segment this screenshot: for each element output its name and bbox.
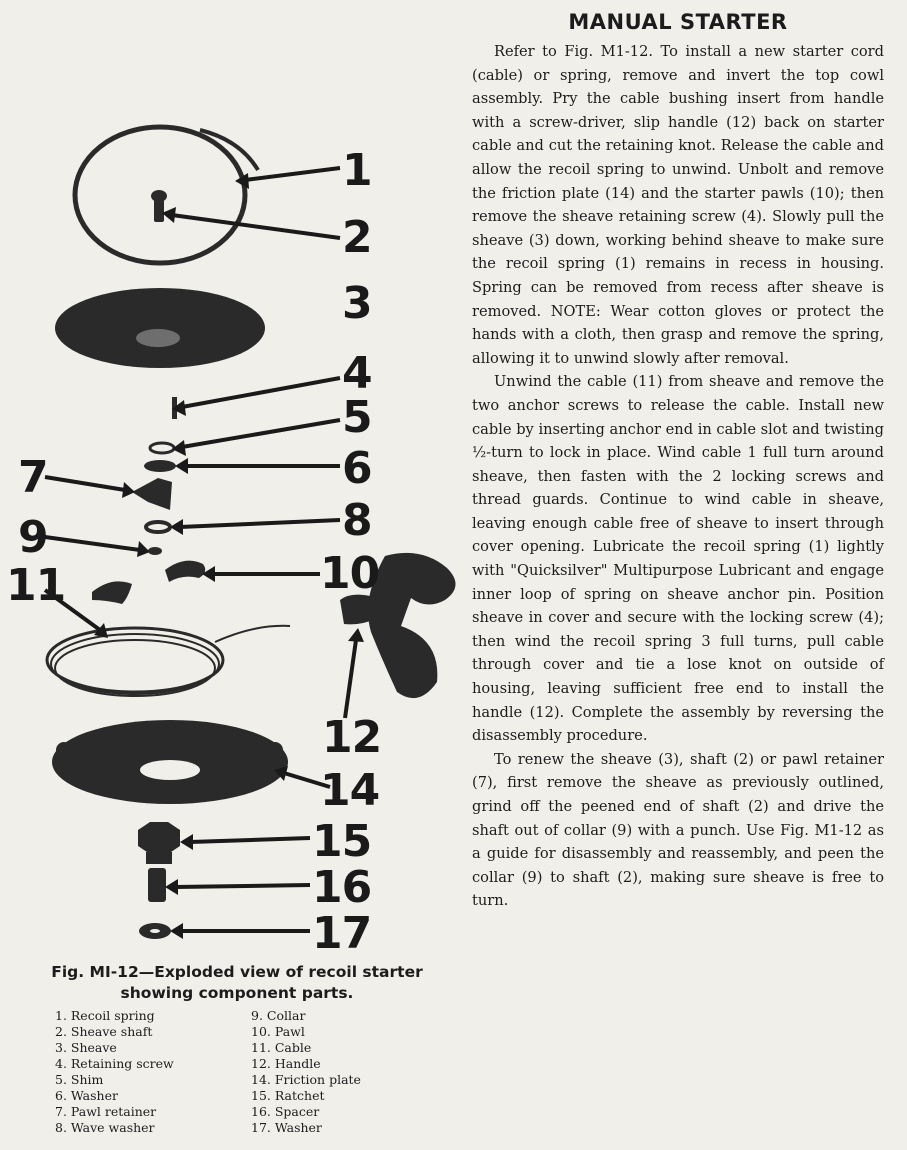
callout-8: 8 — [342, 495, 372, 546]
figure-caption-line2: showing component parts. — [120, 984, 354, 1002]
callout-12: 12 — [322, 712, 382, 763]
washer-17-drawing — [139, 923, 171, 939]
parts-legend — [55, 1008, 455, 1136]
callout-2: 2 — [342, 212, 372, 263]
collar-drawing — [148, 547, 162, 555]
exploded-view-figure — [0, 0, 460, 960]
paragraph-cable-install: Unwind the cable (11) from sheave and remove the two anchor screws to release the cable. Install new cable by inserting anchor end in cable slot and twisting ½-turn to lock in place. Wind cable 1 full turn around sheave, then fasten with the 2 locking screws and thread guards. Continue to wind cable in sheave, leaving enough cable free of sheave to insert through cover opening. Lubricate the recoil spring (1) lightly with "Quicksilver" Multipurpose Lubricant and engage inner loop of spring on sheave anchor pin. Position sheave in cover and secure with the locking screw (4); then wind the recoil spring 3 full turns, pull cable through cover and tie a lose knot on outside of housing, leaving sufficient free end to install the handle (12). Complete the assembly by reversing the disassembly procedure. — [472, 373, 884, 745]
callout-17: 17 — [312, 908, 372, 959]
pawls-drawing — [92, 561, 205, 604]
callout-7: 7 — [18, 452, 48, 503]
legend-item: 17. Washer — [251, 1120, 322, 1135]
legend-item: 7. Pawl retainer — [55, 1104, 157, 1119]
callout-3: 3 — [342, 278, 372, 329]
legend-item: 10. Pawl — [251, 1024, 305, 1039]
sheave-shaft-drawing — [151, 190, 167, 222]
section-heading: MANUAL STARTER — [568, 10, 788, 34]
legend-item: 6. Washer — [55, 1088, 118, 1103]
callout-4: 4 — [342, 348, 372, 399]
legend-item: 3. Sheave — [55, 1040, 117, 1055]
paragraph-removal: Refer to Fig. M1-12. To install a new starter cord (cable) or spring, remove and invert the top cowl assembly. Pry the cable bushing insert from handle with a screw-driver, slip handle (12) back on starter cable and cut the retaining knot. Release the cable and allow the recoil spring to unwind. Unbolt and remove the friction plate (14) and the starter pawls (10); then remove the sheave retaining screw (4). Slowly pull the sheave (3) down, working behind sheave to make sure the recoil spring (1) remains in recess in housing. Spring can be removed from recess after sheave is removed. NOTE: Wear cotton gloves or protect the hands with a cloth, then grasp and remove the spring, allowing it to unwind slowly after removal. — [472, 43, 884, 367]
ratchet-drawing — [138, 822, 180, 864]
cable-coil-drawing — [47, 626, 290, 696]
paragraph-sheave-renewal: To renew the sheave (3), shaft (2) or pawl retainer (7), first remove the sheave as previously outlined, grind off the peened end of shaft (2) and drive the shaft out of collar (9) with a punch. Use Fig. M1-12 as a guide for disassembly and reassembly, and peen the collar (9) to shaft (2), making sure sheave is free to turn. — [472, 750, 884, 910]
callout-16: 16 — [312, 862, 372, 913]
parts-legend-left — [55, 1008, 245, 1136]
callout-10: 10 — [320, 548, 380, 599]
parts-legend-right — [251, 1008, 441, 1136]
legend-item: 11. Cable — [251, 1040, 312, 1055]
pawl-retainer-drawing — [132, 478, 172, 510]
callout-6: 6 — [342, 443, 372, 494]
legend-item: 15. Ratchet — [251, 1088, 325, 1103]
spacer-drawing — [148, 868, 166, 902]
exploded-view-drawing — [0, 0, 460, 960]
figure-caption-line1: Fig. MI-12—Exploded view of recoil starter — [51, 963, 423, 981]
shim-drawing — [150, 443, 174, 453]
legend-item: 1. Recoil spring — [55, 1008, 155, 1023]
legend-item: 5. Shim — [55, 1072, 104, 1087]
legend-item: 16. Spacer — [251, 1104, 320, 1119]
legend-item: 14. Friction plate — [251, 1072, 361, 1087]
legend-item: 9. Collar — [251, 1008, 306, 1023]
callout-14: 14 — [320, 765, 380, 816]
washer-6-drawing — [144, 460, 176, 472]
callout-11: 11 — [6, 560, 66, 611]
wave-washer-drawing — [146, 522, 170, 532]
callout-15: 15 — [312, 816, 372, 867]
sheave-drawing — [55, 288, 265, 368]
legend-item: 2. Sheave shaft — [55, 1024, 153, 1039]
callout-9: 9 — [18, 512, 48, 563]
article-column — [472, 10, 884, 913]
callout-1: 1 — [342, 145, 372, 196]
friction-plate-drawing — [52, 720, 288, 804]
callout-5: 5 — [342, 392, 372, 443]
figure-caption — [32, 962, 442, 1004]
legend-item: 8. Wave washer — [55, 1120, 155, 1135]
legend-item: 4. Retaining screw — [55, 1056, 174, 1071]
legend-item: 12. Handle — [251, 1056, 321, 1071]
